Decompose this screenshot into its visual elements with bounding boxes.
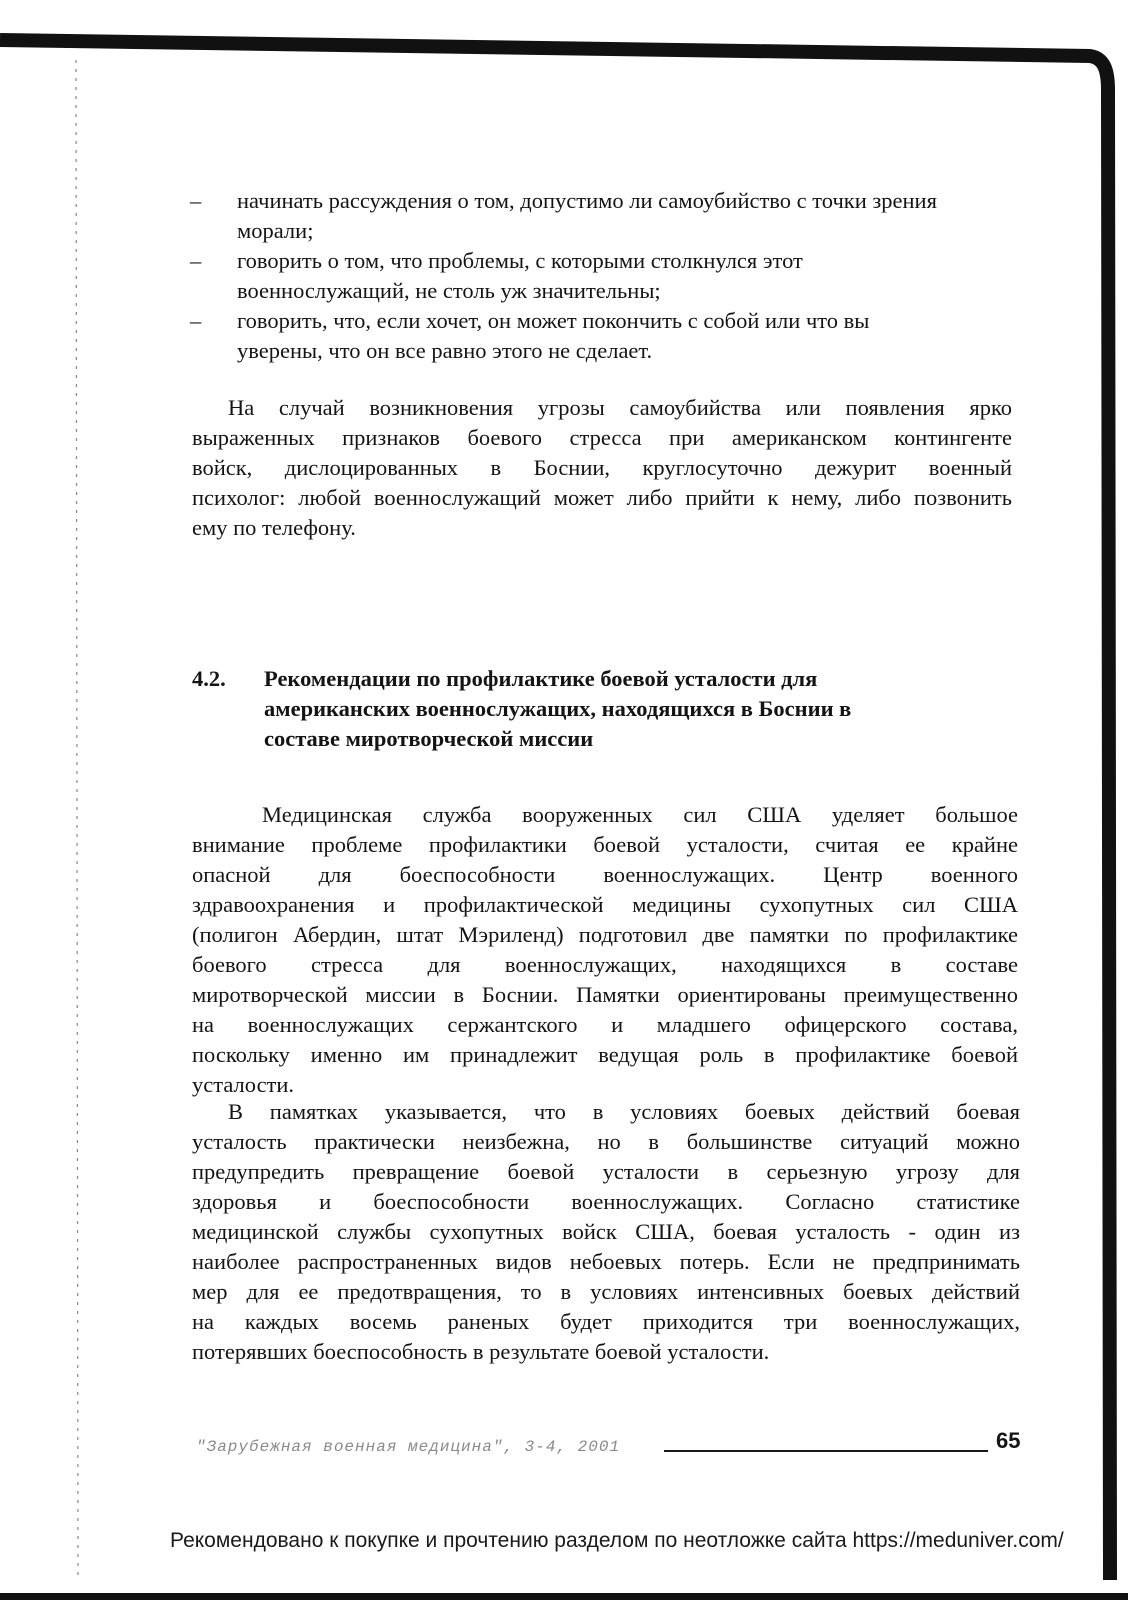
paragraph-line: потерявших боеспособность в результате боевой усталости.	[192, 1339, 770, 1364]
paragraph-statistics	[192, 1097, 1020, 1367]
list-item-line: морали;	[237, 218, 314, 243]
page-number: 65	[996, 1428, 1021, 1453]
paragraph-line: поскольку именно им принадлежит ведущая роль в профилактике боевой	[192, 1042, 1018, 1067]
section-title-line: американских военнослужащих, находящихся в Боснии в	[264, 696, 852, 721]
paragraph-line: предупредить превращение боевой усталости в серьезную угрозу для	[192, 1159, 1020, 1184]
paragraph-line: на военнослужащих сержантского и младшего офицерского состава,	[192, 1012, 1018, 1037]
section-title	[264, 664, 984, 754]
dash-marker: –	[190, 308, 202, 333]
paragraph-line: выраженных признаков боевого стресса при американском контингенте	[192, 425, 1012, 450]
paragraph-line: опасной для боеспособности военнослужащих. Центр военного	[192, 862, 1018, 887]
paragraph-line: усталость практически неизбежна, но в большинстве ситуаций можно	[192, 1129, 1020, 1154]
paragraph-line: наиболее распространенных видов небоевых потерь. Если не предпринимать	[192, 1249, 1020, 1274]
paragraph-line: здоровья и боеспособности военнослужащих. Согласно статистике	[192, 1189, 1020, 1214]
dash-marker: –	[190, 248, 202, 273]
list-item-line: говорить, что, если хочет, он может покончить с собой или что вы	[237, 308, 870, 333]
paragraph-medical-service	[192, 800, 1018, 1100]
list-item-line: уверены, что он все равно этого не сделает.	[237, 338, 653, 363]
paragraph-line: боевого стресса для военнослужащих, находящихся в составе	[192, 952, 1018, 977]
paragraph-line: (полигон Абердин, штат Мэриленд) подготовил две памятки по профилактике	[192, 922, 1018, 947]
list-item-line: военнослужащий, не столь уж значительны;	[237, 278, 661, 303]
section-title-line: Рекомендации по профилактике боевой усталости для	[264, 666, 818, 691]
paragraph-line: войск, дислоцированных в Боснии, круглосуточно дежурит военный	[192, 455, 1012, 480]
list-item	[190, 306, 1030, 366]
paragraph-line: здравоохранения и профилактической медицины сухопутных сил США	[192, 892, 1018, 917]
list-item-line: говорить о том, что проблемы, с которыми столкнулся этот	[237, 248, 803, 273]
paragraph-psychologist	[192, 393, 1012, 543]
paragraph-line: внимание проблеме профилактики боевой усталости, считая ее крайне	[192, 832, 1018, 857]
paragraph-line: мер для ее предотвращения, то в условиях интенсивных боевых действий	[192, 1279, 1020, 1304]
paragraph-line: психолог: любой военнослужащий может либо прийти к нему, либо позвонить	[192, 485, 1012, 510]
paragraph-line: На случай возникновения угрозы самоубийства или появления ярко	[228, 395, 1012, 420]
paragraph-line: усталости.	[192, 1072, 295, 1097]
paragraph-line: Медицинская служба вооруженных сил США уделяет большое	[262, 802, 1018, 827]
footer-rule	[664, 1450, 988, 1452]
watermark-text: Рекомендовано к покупке и прочтению разделом по неотложке сайта https://meduniver.com/	[170, 1529, 1064, 1552]
dash-marker: –	[190, 188, 202, 213]
section-title-line: составе миротворческой миссии	[264, 726, 594, 751]
list-item	[190, 246, 1030, 306]
list-item-line: начинать рассуждения о том, допустимо ли самоубийство с точки зрения	[237, 188, 937, 213]
section-number: 4.2.	[192, 666, 226, 691]
journal-name: "Зарубежная военная медицина", 3-4, 2001	[196, 1438, 621, 1456]
bullet-list	[190, 186, 1030, 366]
paragraph-line: на каждых восемь раненых будет приходится три военнослужащих,	[192, 1309, 1020, 1334]
list-item	[190, 186, 1030, 246]
paragraph-line: медицинской службы сухопутных войск США, боевая усталость - один из	[192, 1219, 1020, 1244]
paragraph-line: ему по телефону.	[192, 515, 356, 540]
paragraph-line: миротворческой миссии в Боснии. Памятки ориентированы преимущественно	[192, 982, 1018, 1007]
paragraph-line: В памятках указывается, что в условиях боевых действий боевая	[228, 1099, 1020, 1124]
page-footer	[196, 1428, 1036, 1468]
